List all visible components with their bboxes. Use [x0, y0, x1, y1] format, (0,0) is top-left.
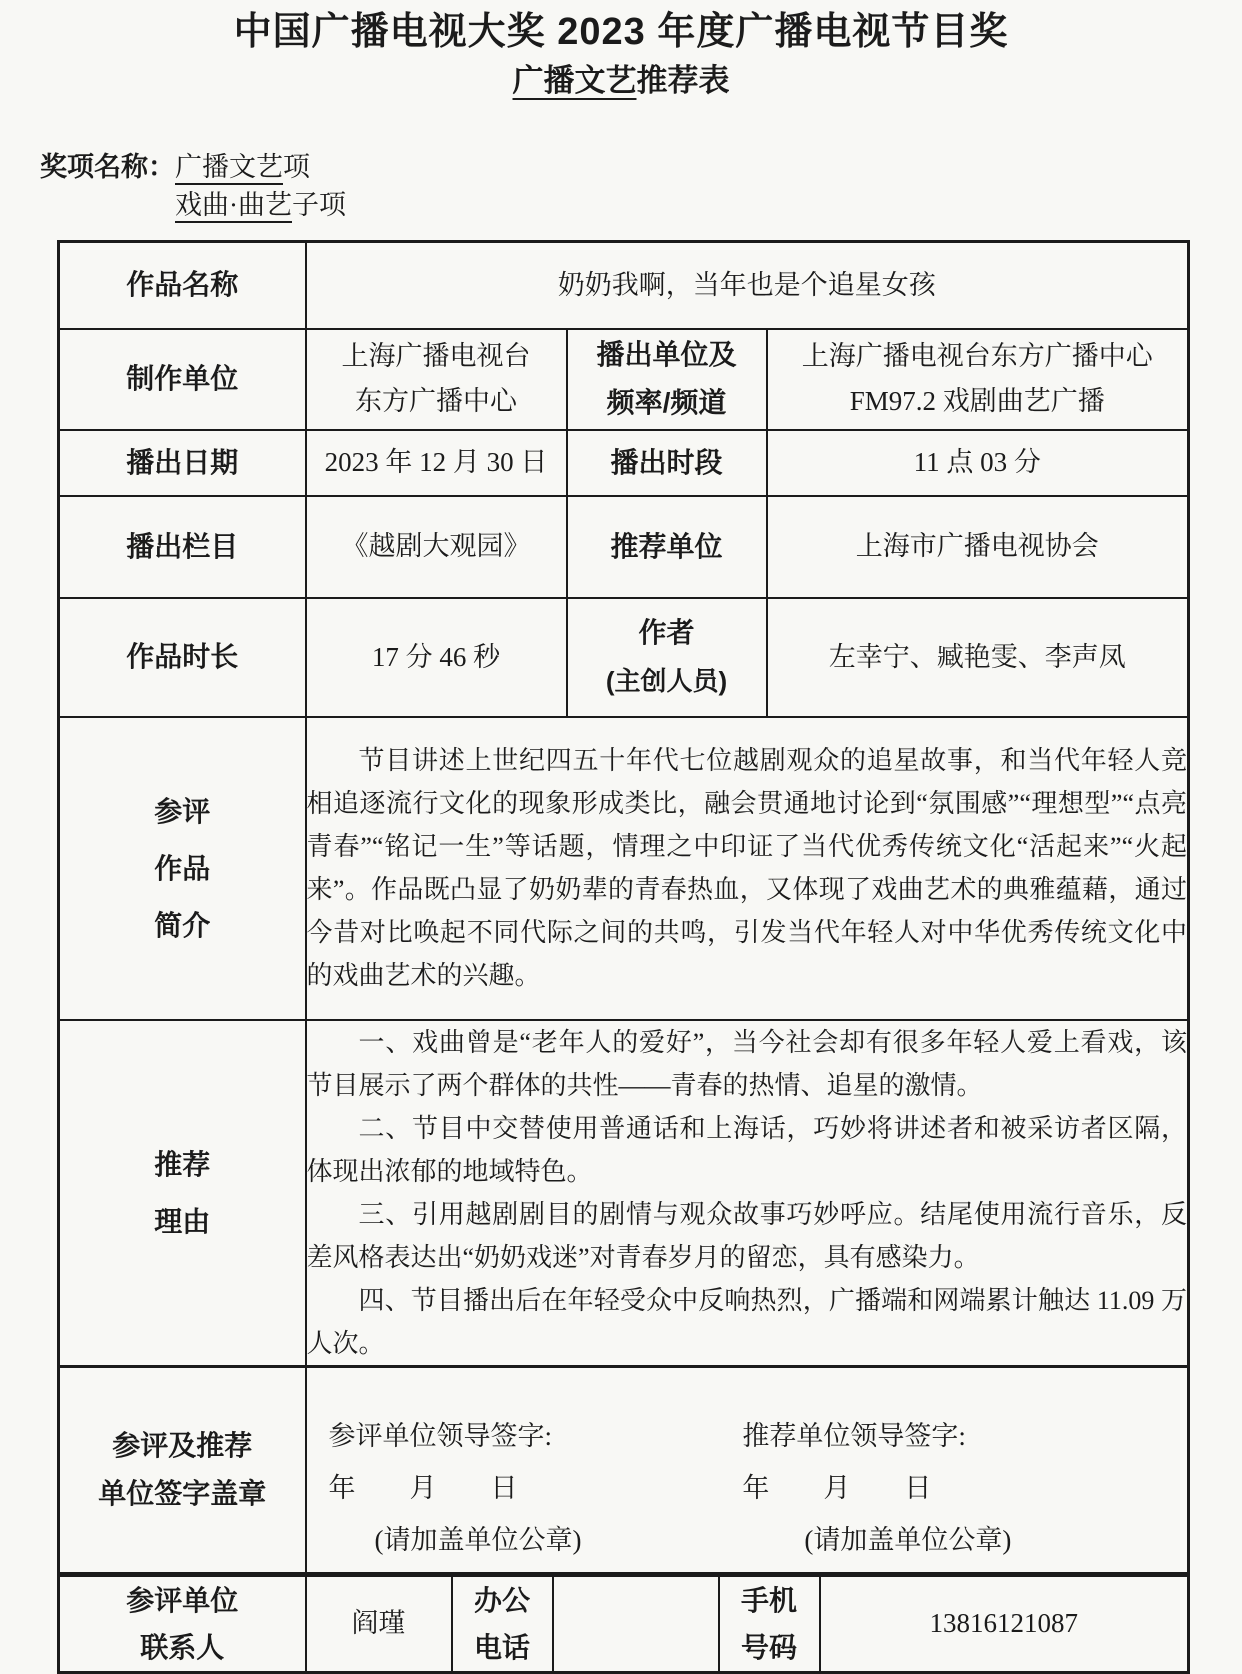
contact-person-name: 阎瑾	[306, 1576, 452, 1673]
author-label-line1: 作者	[638, 617, 695, 648]
reason-paragraph-2: 二、节目中交替使用普通话和上海话，巧妙将讲述者和被采访者区隔，体现出浓郁的地域特色。	[306, 1113, 1188, 1186]
broadcaster-value	[767, 329, 1189, 430]
mobile-phone-value: 13816121087	[820, 1576, 1189, 1673]
broadcaster-label-line1: 播出单位及	[596, 339, 737, 370]
row-signature-seal	[59, 1366, 1189, 1573]
signature-seal-label	[59, 1366, 306, 1573]
work-intro-text-cell	[306, 717, 1189, 1020]
row-contact	[59, 1576, 1189, 1673]
work-intro-label-line2: 作品	[154, 852, 211, 884]
entrant-signature-block	[307, 1410, 743, 1566]
office-phone-label-line2: 电话	[473, 1631, 530, 1663]
recommender-value: 上海市广播电视协会	[767, 496, 1189, 598]
recommender-signature-block	[742, 1410, 1178, 1566]
producer-value-line1: 上海广播电视台	[341, 341, 531, 371]
duration-value: 17 分 46 秒	[306, 598, 567, 717]
air-slot-value: 11 点 03 分	[767, 430, 1189, 496]
row-work-intro	[59, 717, 1189, 1020]
row-duration-authors	[59, 598, 1189, 717]
reason-paragraph-3: 三、引用越剧剧目的剧情与观众故事巧妙呼应。结尾使用流行音乐，反差风格表达出“奶奶戏迷”对青春岁月的留恋，具有感染力。	[306, 1199, 1188, 1272]
office-phone-label	[452, 1576, 553, 1673]
entrant-leader-signature-label: 参评单位领导签字:	[328, 1420, 553, 1451]
contact-person-label-line1: 参评单位	[126, 1584, 239, 1616]
award-name-values	[175, 148, 346, 224]
recommend-reasons-label-line2: 理由	[154, 1205, 211, 1237]
subtitle-underlined-text: 广播文艺	[512, 63, 637, 98]
award-line1-rest: 项	[283, 152, 310, 182]
broadcaster-label-line2: 频率/频道	[606, 387, 727, 418]
row-work-title	[59, 242, 1189, 329]
recommender-seal-note: (请加盖单位公章)	[804, 1524, 1012, 1555]
row-producer-broadcaster	[59, 329, 1189, 430]
award-name-block	[40, 148, 1242, 224]
mobile-phone-label-line1: 手机	[740, 1584, 797, 1616]
program-column-value: 《越剧大观园》	[306, 496, 567, 598]
mobile-phone-label-line2: 号码	[740, 1631, 797, 1663]
air-date-value: 2023 年 12 月 30 日	[306, 430, 567, 496]
air-date-label: 播出日期	[59, 430, 306, 496]
work-title-label: 作品名称	[59, 242, 306, 329]
award-line2-rest: 子项	[292, 190, 346, 220]
recommend-reasons-text-cell	[306, 1020, 1189, 1367]
award-name-label: 奖项名称：	[40, 152, 175, 182]
reason-paragraph-4: 四、节目播出后在年轻受众中反响热烈，广播端和网端累计触达 11.09 万人次。	[306, 1285, 1188, 1358]
producer-value	[306, 329, 567, 430]
recommender-signature-date-line: 年 月 日	[742, 1472, 932, 1503]
work-title-value: 奶奶我啊，当年也是个追星女孩	[306, 242, 1189, 329]
mobile-phone-label	[719, 1576, 820, 1673]
contact-person-label	[59, 1576, 306, 1673]
program-column-label: 播出栏目	[59, 496, 306, 598]
recommender-label: 推荐单位	[567, 496, 767, 598]
broadcaster-value-line2: FM97.2 戏剧曲艺广播	[849, 386, 1105, 416]
recommender-leader-signature-label: 推荐单位领导签字:	[742, 1420, 966, 1451]
award-line1-underlined: 广播文艺	[175, 152, 283, 182]
office-phone-value	[553, 1576, 719, 1673]
row-air-date	[59, 430, 1189, 496]
broadcaster-label	[567, 329, 767, 430]
recommend-reasons-label-line1: 推荐	[154, 1148, 211, 1180]
reason-paragraph-1: 一、戏曲曾是“老年人的爱好”，当今社会却有很多年轻人爱上看戏，该节目展示了两个群体的共性——青春的热情、追星的激情。	[306, 1027, 1188, 1100]
producer-value-line2: 东方广播中心	[355, 386, 517, 416]
award-name-line-2	[175, 186, 346, 224]
contact-person-label-line2: 联系人	[140, 1631, 225, 1663]
office-phone-label-line1: 办公	[473, 1584, 530, 1616]
work-intro-paragraph: 节目讲述上世纪四五十年代七位越剧观众的追星故事，和当代年轻人竞相追逐流行文化的现象形成类比，融会贯通地讨论到“氛围感”“理想型”“点亮青春”“铭记一生”等话题，情理之中印证了当代优秀传统文化“活起来”“火起来”。作品既凸显了奶奶辈的青春热血，又体现了戏曲艺术的典雅蕴藉，通过今昔对比唤起不同代际之间的共鸣，引发当代年轻人对中华优秀传统文化中的戏曲艺术的兴趣。	[306, 746, 1188, 990]
broadcaster-value-line1: 上海广播电视台东方广播中心	[801, 341, 1153, 371]
author-value: 左幸宁、臧艳雯、李声凤	[767, 598, 1189, 717]
subtitle-rest-text: 推荐表	[636, 63, 730, 98]
work-intro-label	[59, 717, 306, 1020]
author-label-line2: (主创人员)	[605, 666, 728, 696]
document-title: 中国广播电视大奖 2023 年度广播电视节目奖	[233, 11, 1009, 53]
recommendation-form-table	[57, 240, 1190, 1575]
row-program-column	[59, 496, 1189, 598]
recommend-reasons-label	[59, 1020, 306, 1367]
document-subtitle	[0, 60, 1242, 102]
author-label	[567, 598, 767, 717]
award-name-line-1	[175, 148, 346, 186]
signature-seal-cell	[306, 1366, 1189, 1573]
award-line2-underlined: 戏曲·曲艺	[175, 190, 292, 220]
producer-label: 制作单位	[59, 329, 306, 430]
entrant-seal-note: (请加盖单位公章)	[374, 1524, 582, 1555]
signature-seal-label-line2: 单位签字盖章	[98, 1477, 267, 1509]
duration-label: 作品时长	[59, 598, 306, 717]
air-slot-label: 播出时段	[567, 430, 767, 496]
signature-seal-label-line1: 参评及推荐	[112, 1429, 253, 1461]
entrant-signature-date-line: 年 月 日	[328, 1472, 518, 1503]
row-recommend-reasons	[59, 1020, 1189, 1367]
work-intro-label-line1: 参评	[154, 795, 211, 827]
work-intro-label-line3: 简介	[154, 909, 211, 941]
